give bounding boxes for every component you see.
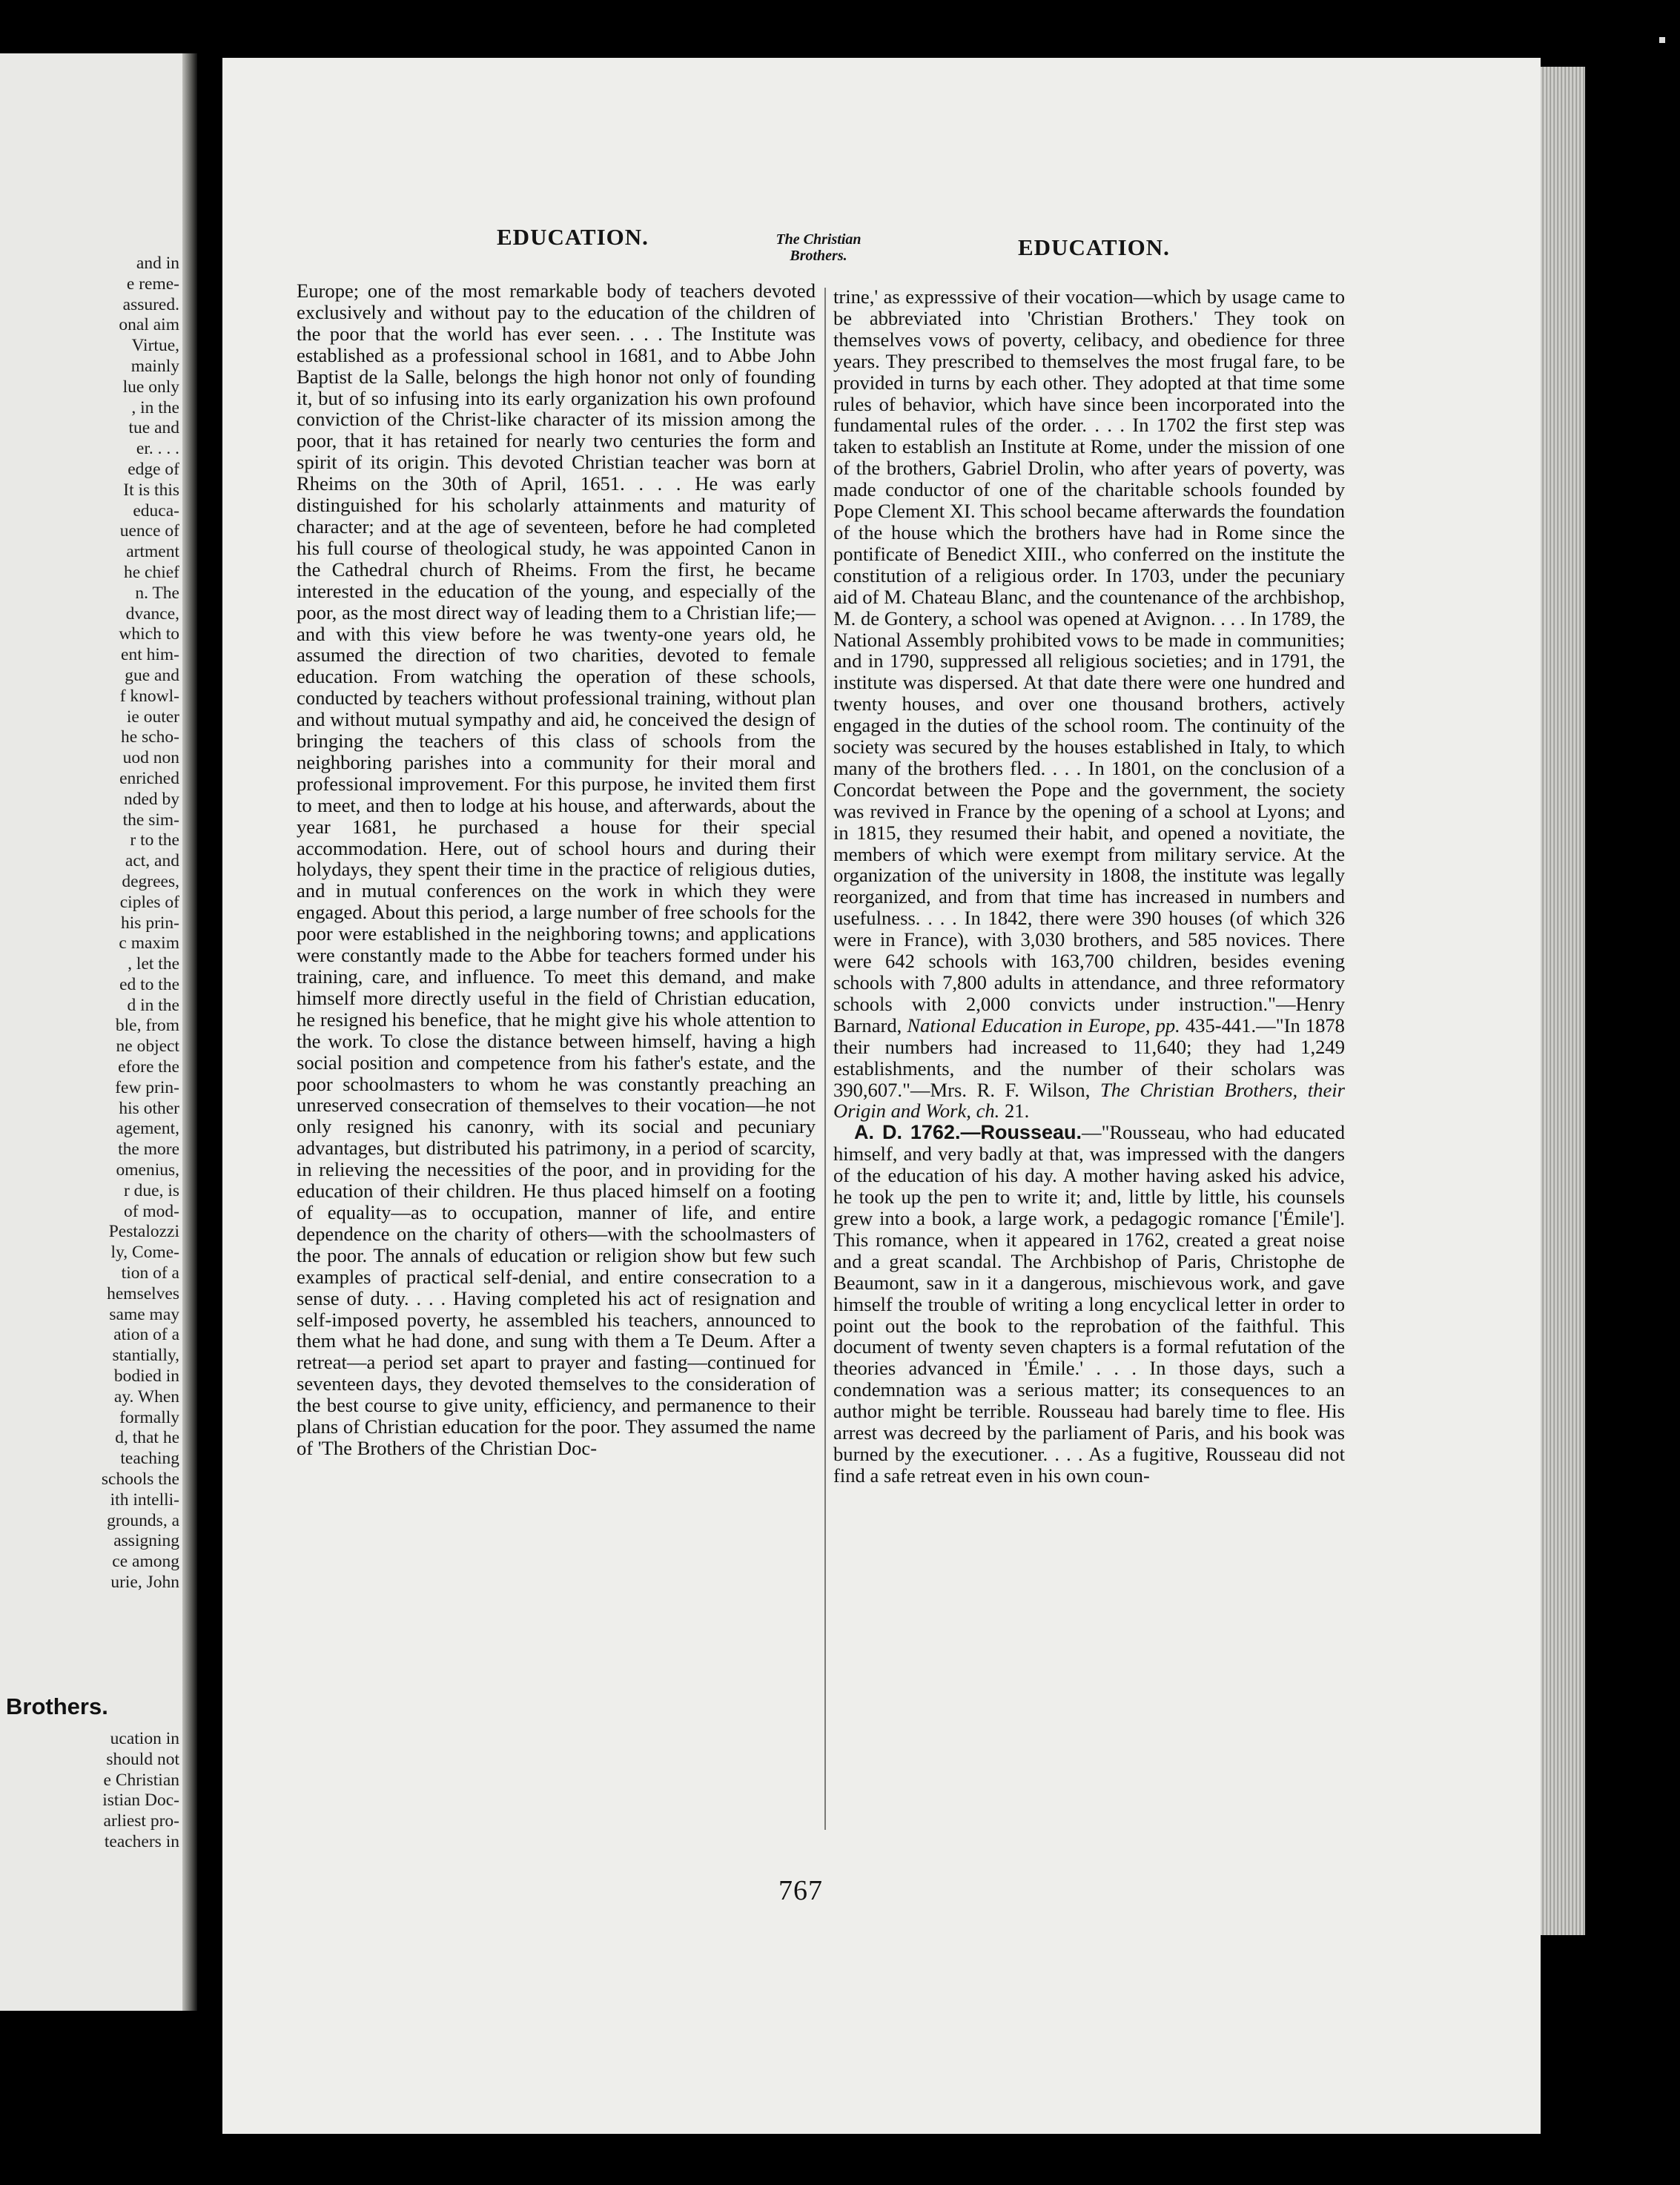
facing-page-line: n. The [135,583,179,603]
facing-page-line: few prin- [115,1077,179,1097]
facing-page-line: uence of [119,521,179,541]
facing-page-line: grounds, a [107,1510,179,1530]
facing-page-line: should not [106,1749,179,1769]
running-head-left: EDUCATION. [497,224,649,250]
facing-page-line: onal aim [119,315,179,335]
facing-page-line: of mod- [123,1201,179,1221]
running-head-right: EDUCATION. [1018,234,1170,260]
facing-page-line: ie outer [126,707,179,727]
facing-page-line: assured. [122,294,179,314]
facing-page-line: dvance, [125,604,179,624]
rousseau-entry [833,1122,1345,1486]
facing-page-line: he chief [123,562,179,582]
facing-page-line: ed to the [119,974,179,994]
entry-text: —"Rousseau, who had educated himself, and very badly at that, was impressed with the dangers of the education of his day. A mother having asked his advice, he took up the pen to write it; and, little by little, his counsels grew into a book, a large work, a pedagogic romance ['Émile']. This romance, when it appeared in 1762, created a great noise and a great scandal. The Archbishop of Paris, Christophe de Beaumont, saw in it a dangerous, mischievous work, and gave himself the trouble of writing a long encyclical letter in order to point out the book to the reprobation of the faithful. This document of twenty seven chapters is a formal refutation of the theories advanced in 'Émile.' . . . In those days, such a condemnation was a serious matter; its consequences to an author might be terrible. Rousseau had barely time to flee. His arrest was decreed by the parliament of Paris, and his book was burned by the executioner. . . . As a fugitive, Rousseau did not find a safe retreat even in his own coun- [833,1121,1345,1487]
facing-page-line: artment [126,542,179,562]
facing-page-line: he scho- [121,727,179,747]
facing-page-line: istian Doc- [102,1791,179,1811]
running-head-center [767,231,870,264]
facing-page-line: c maxim [119,933,179,953]
column-divider [824,288,826,1830]
column-right-text-1: trine,' as expresssive of their vocation—which by usage came to be abbreviated into 'Christian Brothers.' They took on themselves vows of poverty, celibacy, and obedience for three years. They prescribed to themselves the most frugal fare, to be provided in turns by each other. They adopted at that time some rules of behavior, which have since been incorporated into the fundamental rules of the order. . . . In 1702 the first step was taken to establish an Institute at Rome, under the mission of one of the brothers, Gabriel Drolin, who after years of poverty, was made conductor of one of the charitable schools founded by Pope Clement XI. This school became afterwards the foundation of the house which the brothers have had in Rome since the pontificate of Benedict XIII., who conferred on the institute the constitution of a religious order. In 1703, under the pecuniary aid of M. Chateau Blanc, and the countenance of the archbishop, M. de Gontery, a school was opened at Avignon. . . . In 1789, the National Assembly prohibited vows to be made in communities; and in 1790, suppressed all religious societies; and in 1791, the institute was dispersed. At that date there were one hundred and twenty houses, and over one thousand brothers, actively engaged in the duties of the school room. The continuity of the society was secured by the houses established in Italy, to which many of the brothers fled. . . . In 1801, on the conclusion of a Concordat between the Pope and the government, the society was revived in France by the opening of a school at Lyons; and in 1815, they resumed their habit, and opened a novitiate, the members of which were exempt from military service. At the organization of the university in 1808, the institute was legally reorganized, and from that time has increased in numbers and usefulness. . . . In 1842, there were 390 houses (of which 326 were in France), with 3,030 brothers, and 585 novices. There were 642 schools with 163,700 children, besides evening schools with 7,800 adults in attendance, and three reformatory schools with 2,000 convicts under instruction."—Henry Barnard, [833,285,1345,1037]
facing-page-line: ciples of [119,892,179,912]
column-right-text-3: 21. [1004,1100,1030,1123]
running-head-center-line2: Brothers. [790,248,847,264]
facing-page-line: Pestalozzi [108,1222,179,1242]
facing-page-line: uod non [122,748,179,768]
facing-page-line: gue and [125,665,179,685]
facing-page-line: bodied in [113,1366,179,1386]
facing-page-line: omenius, [116,1160,179,1180]
facing-page-line: edge of [128,459,179,479]
facing-page-line: his prin- [121,913,179,933]
facing-page-line: enriched [119,768,179,788]
facing-page-line: tue and [128,418,179,438]
facing-page-line: which to [119,624,179,644]
facing-page-line: arliest pro- [103,1811,179,1831]
book-gutter [182,53,197,2011]
facing-page-line: degrees, [122,871,179,891]
facing-page-line: mainly [130,356,179,376]
facing-page-line: , let the [128,954,179,974]
facing-page-line: educa- [133,500,179,520]
facing-page-line: hemselves [107,1283,179,1303]
facing-page-text [0,254,179,1593]
column-right-paragraph [833,286,1345,1122]
text-column-right [833,286,1345,1487]
facing-page-line: teachers in [104,1831,179,1851]
facing-page-line: ble, from [115,1016,179,1036]
scan-border [1585,67,1680,2185]
facing-page-line: It is this [123,480,179,500]
facing-page-line: ne object [116,1037,179,1057]
facing-page-line: the sim- [122,810,179,830]
facing-page-line: ly, Come- [110,1243,179,1263]
facing-page-fragment [0,53,191,2011]
facing-page-line: teaching [120,1449,179,1469]
facing-page-text-lower [0,1729,179,1853]
facing-page-line: Virtue, [131,336,179,356]
facing-page-line: efore the [118,1057,179,1077]
facing-page-line: r due, is [123,1180,179,1200]
facing-page-line: ce among [112,1552,179,1572]
facing-page-line: ent him- [121,645,179,665]
facing-page-line: f knowl- [119,686,179,706]
facing-page-line: same may [109,1304,179,1324]
facing-page-line: , in the [131,397,179,417]
facing-page-line: assigning [113,1531,179,1551]
facing-page-line: tion of a [121,1263,179,1283]
page-number: 767 [778,1875,823,1906]
facing-page-line: urie, John [110,1573,179,1592]
citation-title-2: The Christian Brothers, their Origin and Work, ch. [833,1078,1345,1123]
page-edges [1541,67,1585,1935]
facing-page-line: d, that he [115,1428,179,1448]
facing-page-line: ay. When [113,1386,179,1406]
running-head-center-line1: The Christian [775,231,862,248]
column-right-text-2: 435-441.—"In 1878 their numbers had increased to 11,640; they had 1,249 establishments, and the number of their scholars was 390,607."—Mrs. R. F. Wilson, [833,1014,1345,1101]
entry-heading: A. D. 1762.—Rousseau. [854,1121,1082,1144]
facing-page-line: d in the [127,995,179,1015]
facing-page-line: and in [136,254,179,273]
facing-page-line: e Christian [103,1770,179,1790]
facing-page-line: e reme- [126,274,179,294]
scan-speck [1659,37,1665,43]
facing-page-heading: Brothers. [6,1693,108,1719]
text-column-left [297,280,816,1459]
facing-page-line: schools the [101,1470,179,1490]
facing-page-line: lue only [122,377,179,397]
column-left-text: Europe; one of the most remarkable body of teachers devoted exclusively and without pay to the education of the children of the poor that the world has ever seen. . . . The Institute was established as a professional school in 1681, and to Abbe John Baptist de la Salle, belongs the high honor not only of founding it, but of so infusing into its early organization his own profound conviction of the Christ-like character of its mission among the poor, that it has retained for nearly two centuries the form and spirit of its origin. This devoted Christian teacher was born at Rheims on the 30th of April, 1651. . . . He was early distinguished for his scholarly attainments and maturity of character; and at the age of seventeen, before he had completed his full course of theological study, he was appointed Canon in the Cathedral church of Rheims. From the first, he became interested in the education of the young, and especially of the poor, as the most direct way of leading them to a Christian life;—and with this view before he was twenty-one years old, he assumed the direction of two charities, devoted to female education. From watching the operation of these schools, conducted by teachers without professional training, without plan and without mutual sympathy and aid, he conceived the design of bringing the teachers of this class of schools from the neighboring parishes into a community for their moral and professional improvement. For this purpose, he invited them first to meet, and then to lodge at his house, and afterwards, about the year 1681, he purchased a house for their special accommodation. Here, out of school hours and during their holydays, they spent their time in the practice of religious duties, and in mutual conferences on the work in which they were engaged. About this period, a large number of free schools for the poor were established in the neighboring towns; and applications were constantly made to the Abbe for teachers formed under his training, care, and influence. To meet this demand, and make himself more directly useful in the field of Christian education, he resigned his benefice, that he might give his whole attention to the work. To close the distance between himself, having a high social position and competence from his father's estate, and the poor schoolmasters to whom he was constantly preaching an unreserved consecration of themselves to their vocation—he not only resigned his canonry, with its social and pecuniary advantages, but distributed his patrimony, in a period of scarcity, in relieving the necessities of the poor, and in providing for the education of their children. He thus placed himself on a footing of equality—as to occupation, manner of life, and entire dependence on the charity of others—with the schoolmasters of the poor. The annals of education or religion show but few such examples of practical self-denial, and entire consecration to a sense of duty. . . . Having completed his act of resignation and self-imposed poverty, he assembled his teachers, announced to them what he had done, and sung with them a Te Deum. After a retreat—a period set apart to prayer and fasting—continued for seventeen days, they devoted themselves to the consideration of the best course to give unity, efficiency, and permanence to their plans of Christian education for the poor. They assumed the name of 'The Brothers of the Christian Doc- [297,280,816,1459]
facing-page-line: er. . . . [136,439,179,459]
facing-page-line: ith intelli- [110,1490,179,1510]
facing-page-line: ation of a [113,1325,179,1345]
facing-page-line: agement, [116,1119,179,1139]
facing-page-line: the more [118,1140,179,1160]
facing-page-line: stantially, [112,1346,179,1366]
facing-page-line: nded by [123,789,179,809]
facing-page-line: ucation in [110,1729,179,1748]
facing-page-line: formally [119,1407,179,1427]
facing-page-line: act, and [125,851,179,871]
citation-title-1: National Education in Europe, pp. [907,1014,1180,1037]
facing-page-line: r to the [130,830,179,850]
facing-page-line: his other [119,1098,179,1118]
